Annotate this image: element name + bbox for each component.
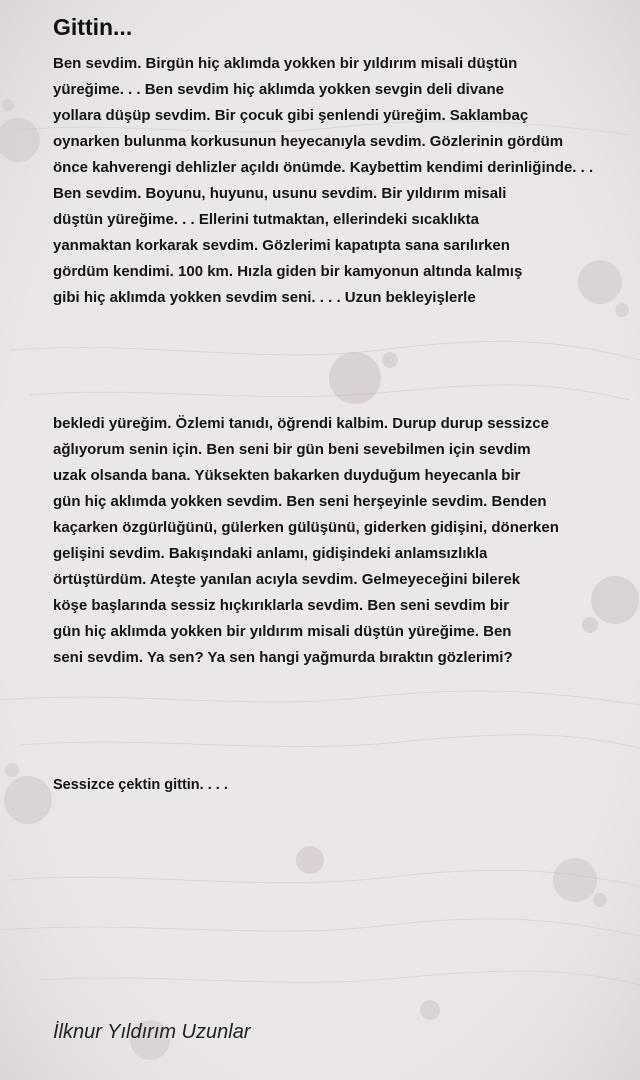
- poem-line: bekledi yüreğim. Özlemi tanıdı, öğrendi kalbim. Durup durup sessizce: [53, 415, 549, 432]
- poem-line: seni sevdim. Ya sen? Ya sen hangi yağmurda bıraktın gözlerimi?: [53, 649, 513, 666]
- poem-line: gibi hiç aklımda yokken sevdim seni. . . . Uzun bekleyişlerle: [53, 289, 476, 306]
- poem-line: gün hiç aklımda yokken sevdim. Ben seni herşeyinle sevdim. Benden: [53, 493, 547, 510]
- poem-line: gün hiç aklımda yokken bir yıldırım misali düştün yüreğime. Ben: [53, 623, 512, 640]
- poem-line: uzak olsanda bana. Yüksekten bakarken duyduğum heyecanla bir: [53, 467, 521, 484]
- poem-line: kaçarken özgürlüğünü, gülerken gülüşünü, giderken gidişini, dönerken: [53, 519, 559, 536]
- poem-line: köşe başlarında sessiz hıçkırıklarla sevdim. Ben seni sevdim bir: [53, 597, 510, 614]
- poem-stanza-2: [53, 411, 559, 671]
- poem-line: düştün yüreğime. . . Ellerini tutmaktan, ellerindeki sıcaklıkta: [53, 211, 479, 228]
- poem-line: yollara düşüp sevdim. Bir çocuk gibi şenlendi yüreğim. Saklambaç: [53, 107, 529, 124]
- poem-line: yanmaktan korkarak sevdim. Gözlerimi kapatıpta sana sarılırken: [53, 237, 510, 254]
- poem-line: Ben sevdim. Boyunu, huyunu, usunu sevdim. Bir yıldırım misali: [53, 185, 507, 202]
- poem-line: gördüm kendimi. 100 km. Hızla giden bir kamyonun altında kalmış: [53, 263, 523, 280]
- poem-stanza-1: [53, 51, 593, 311]
- poem-line: örtüştürdüm. Ateşte yanılan acıyla sevdim. Gelmeyeceğini bilerek: [53, 571, 521, 588]
- poem-line: Ben sevdim. Birgün hiç aklımda yokken bir yıldırım misali düştün: [53, 55, 518, 72]
- poem-line: gelişini sevdim. Bakışındaki anlamı, gidişindeki anlamsızlıkla: [53, 545, 488, 562]
- page-title: Gittin...: [53, 14, 133, 40]
- poem-line: yüreğime. . . Ben sevdim hiç aklımda yokken sevgin deli divane: [53, 81, 505, 98]
- poem-line: ağlıyorum senin için. Ben seni bir gün beni sevebilmen için sevdim: [53, 441, 531, 458]
- poem-line: önce kahverengi dehlizler açıldı önümde. Kaybettim kendimi derinliğinde. . .: [53, 159, 594, 176]
- poem-author: İlknur Yıldırım Uzunlar: [53, 1021, 251, 1043]
- poem-line: oynarken bulunma korkusunun heyecanıyla sevdim. Gözlerinin gördüm: [53, 133, 564, 150]
- poem-stanza-3: [53, 772, 228, 798]
- poem-line: Sessizce çektin gittin. . . .: [53, 777, 228, 793]
